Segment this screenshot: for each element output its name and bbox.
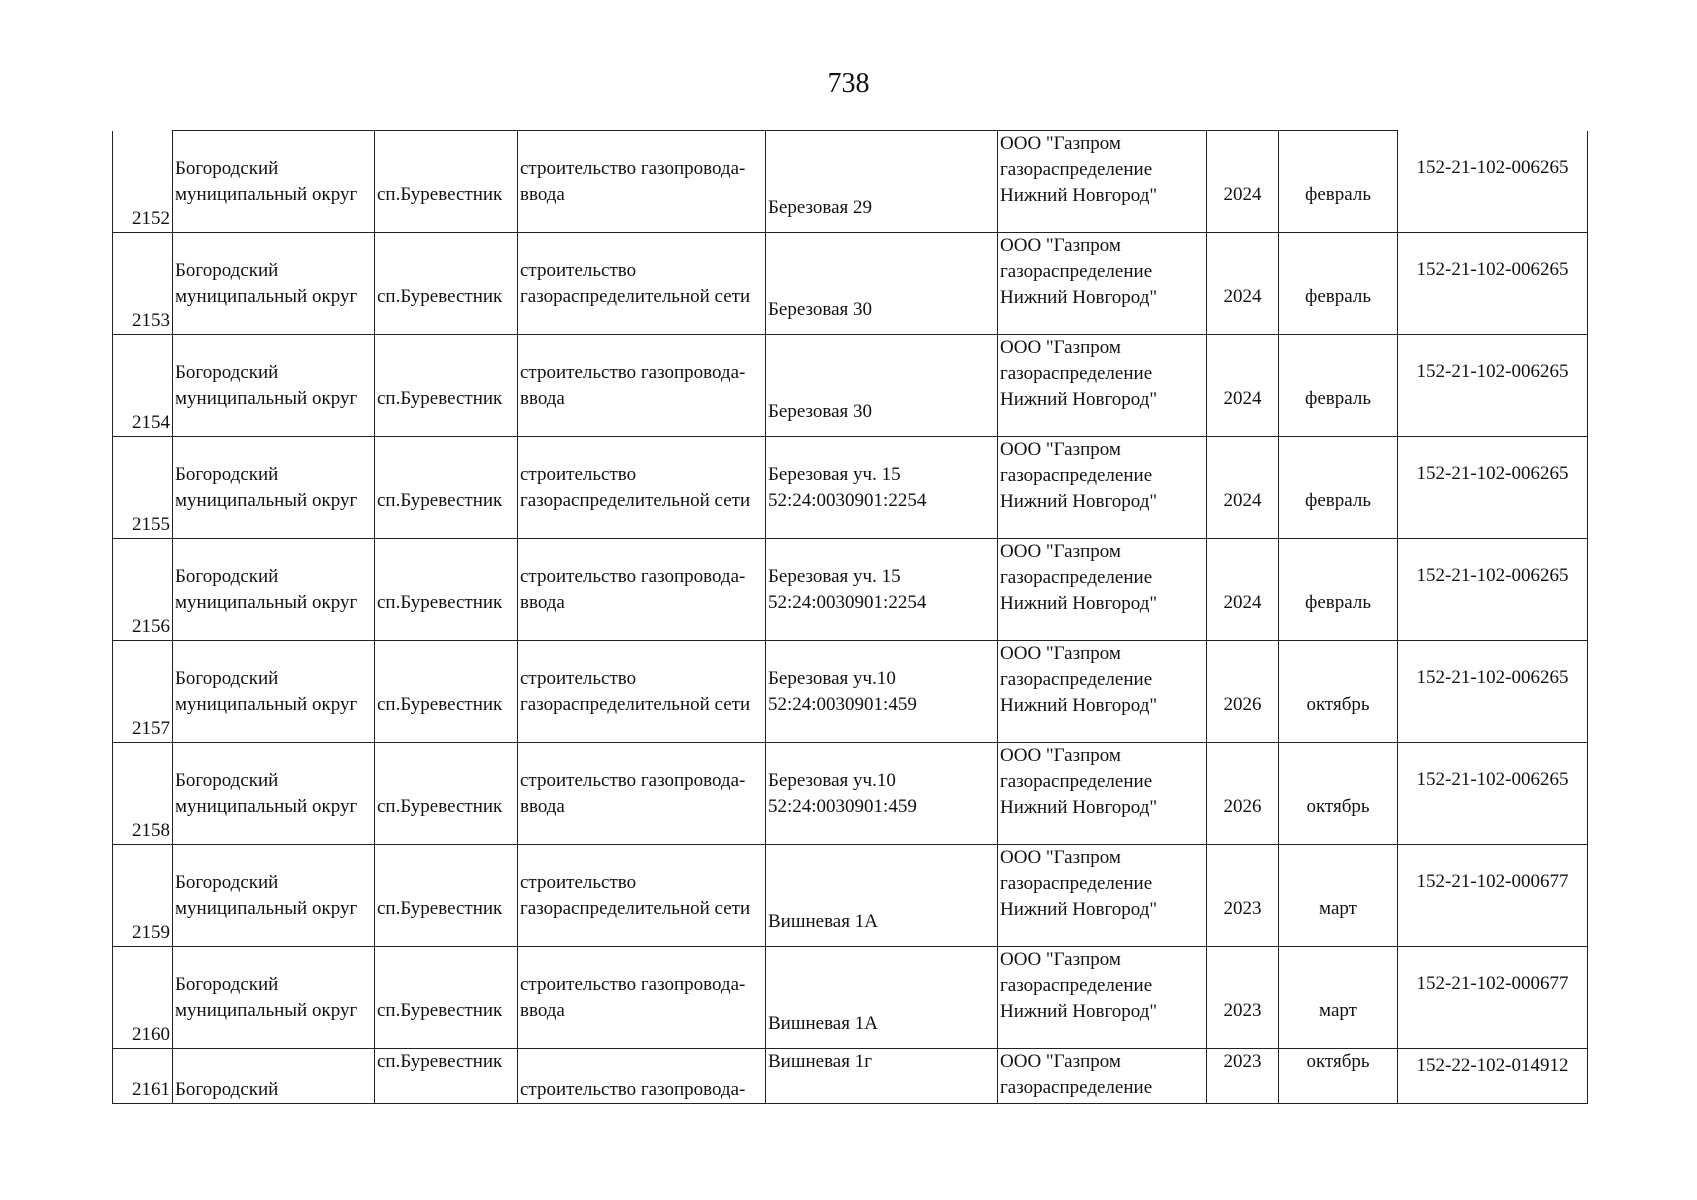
- municipality-line: Богородский: [175, 361, 279, 383]
- municipality-line: муниципальный округ: [175, 591, 358, 613]
- year: 2026: [1207, 641, 1279, 743]
- permit-code: 152-21-102-000677: [1398, 845, 1588, 947]
- row-number: 2154: [113, 335, 173, 437]
- settlement: сп.Буревестник: [375, 131, 518, 233]
- address-line: Березовая уч.10: [768, 769, 896, 791]
- organization-line: Нижний Новгород": [1000, 899, 1158, 920]
- work-type-line: газораспределительной сети: [520, 285, 751, 307]
- settlement: сп.Буревестник: [375, 845, 518, 947]
- permit-code: 152-22-102-014912: [1398, 1049, 1588, 1104]
- organization-line: Нижний Новгород": [1000, 593, 1158, 614]
- organization-line: газораспределение: [1000, 465, 1153, 486]
- table-row: [113, 131, 1588, 233]
- settlement: сп.Буревестник: [375, 437, 518, 539]
- address-line: Березовая 29: [768, 196, 873, 218]
- work-type-line: ввода: [520, 183, 565, 205]
- address-line: Березовая 30: [768, 298, 873, 320]
- address-line: Березовая 30: [768, 400, 873, 422]
- permit-code: 152-21-102-006265: [1398, 539, 1588, 641]
- municipality-line: муниципальный округ: [175, 897, 358, 919]
- work-type-line: строительство: [520, 463, 637, 485]
- work-type-line: газораспределительной сети: [520, 693, 751, 715]
- work-type-line: газораспределительной сети: [520, 489, 751, 511]
- municipality-line: Богородский: [175, 871, 279, 893]
- municipality-line: муниципальный округ: [175, 693, 358, 715]
- organization-line: газораспределение: [1000, 159, 1153, 180]
- settlement: сп.Буревестник: [375, 335, 518, 437]
- row-number: 2155: [113, 437, 173, 539]
- municipality-line: муниципальный округ: [175, 183, 358, 205]
- year: 2023: [1207, 947, 1279, 1049]
- work-type-line: строительство: [520, 871, 637, 893]
- organization-line: газораспределение: [1000, 771, 1153, 792]
- table-row: [113, 641, 1588, 743]
- table-row: [113, 845, 1588, 947]
- month: октябрь: [1279, 1049, 1398, 1104]
- row-number: 2159: [113, 845, 173, 947]
- gas-register-table: [112, 130, 1588, 1104]
- organization-line: газораспределение: [1000, 873, 1153, 894]
- table-row: [113, 743, 1588, 845]
- organization-line: газораспределение: [1000, 669, 1153, 690]
- row-number: 2158: [113, 743, 173, 845]
- address-line: Вишневая 1г: [766, 1049, 998, 1104]
- row-number: 2160: [113, 947, 173, 1049]
- month: октябрь: [1279, 641, 1398, 743]
- organization-line: Нижний Новгород": [1000, 491, 1158, 512]
- page-number: 738: [827, 68, 870, 99]
- organization-line: газораспределение: [1000, 363, 1153, 384]
- address-line: Березовая уч. 15: [768, 463, 901, 485]
- address-line: [768, 373, 995, 399]
- address-line: 52:24:0030901:2254: [768, 489, 927, 511]
- work-type-line: строительство газопровода-: [520, 565, 746, 587]
- permit-code: 152-21-102-006265: [1398, 233, 1588, 335]
- municipality-line: Богородский: [175, 667, 279, 689]
- permit-code: 152-21-102-000677: [1398, 947, 1588, 1049]
- municipality-line: Богородский: [175, 565, 279, 587]
- settlement: сп.Буревестник: [375, 539, 518, 641]
- row-number: 2157: [113, 641, 173, 743]
- organization-line: Нижний Новгород": [1000, 1001, 1158, 1022]
- address-line: Березовая уч. 15: [768, 565, 901, 587]
- table-row: [113, 539, 1588, 641]
- organization-line: Нижний Новгород": [1000, 695, 1158, 716]
- settlement: сп.Буревестник: [375, 233, 518, 335]
- address-line: Вишневая 1А: [768, 1012, 878, 1034]
- organization-line: газораспределение: [1000, 261, 1153, 282]
- work-type-line: ввода: [520, 795, 565, 817]
- table-row: [113, 335, 1588, 437]
- work-type-line: строительство: [520, 667, 637, 689]
- work-type-line: строительство: [520, 259, 637, 281]
- municipality-line: муниципальный округ: [175, 387, 358, 409]
- month: октябрь: [1279, 743, 1398, 845]
- table-row: [113, 1049, 1588, 1104]
- municipality-line: муниципальный округ: [175, 795, 358, 817]
- address-line: 52:24:0030901:459: [768, 693, 917, 715]
- permit-code: 152-21-102-006265: [1398, 641, 1588, 743]
- year: 2026: [1207, 743, 1279, 845]
- organization-line: газораспределение: [1000, 975, 1153, 996]
- work-type-line: ввода: [520, 999, 565, 1021]
- permit-code: 152-21-102-006265: [1398, 335, 1588, 437]
- organization-line: Нижний Новгород": [1000, 797, 1158, 818]
- year: 2024: [1207, 539, 1279, 641]
- year: 2024: [1207, 131, 1279, 233]
- row-number: 2161: [113, 1049, 173, 1104]
- address-line: [768, 883, 995, 909]
- municipality-line: муниципальный округ: [175, 285, 358, 307]
- month: февраль: [1279, 233, 1398, 335]
- organization-line: Нижний Новгород": [1000, 185, 1158, 206]
- year: 2024: [1207, 335, 1279, 437]
- organization-line: Нижний Новгород": [1000, 389, 1158, 410]
- address-line: [768, 985, 995, 1011]
- organization-line: газораспределение: [1000, 567, 1153, 588]
- settlement: сп.Буревестник: [375, 743, 518, 845]
- work-type-line: газораспределительной сети: [520, 897, 751, 919]
- municipality-line: Богородский: [175, 463, 279, 485]
- municipality-line: Богородский: [175, 157, 279, 179]
- year: 2023: [1207, 845, 1279, 947]
- permit-code: 152-21-102-006265: [1398, 437, 1588, 539]
- municipality-line: муниципальный округ: [175, 489, 358, 511]
- organization-line: Нижний Новгород": [1000, 287, 1158, 308]
- organization-line: ООО "Газпром: [1000, 847, 1121, 868]
- organization-line: ООО "Газпром: [1000, 439, 1121, 460]
- year: 2024: [1207, 437, 1279, 539]
- permit-code: 152-21-102-006265: [1398, 743, 1588, 845]
- work-type-line: строительство газопровода-: [520, 157, 746, 179]
- permit-code: 152-21-102-006265: [1398, 131, 1588, 233]
- municipality-line: Богородский: [173, 1049, 375, 1104]
- month: март: [1279, 947, 1398, 1049]
- settlement: сп.Буревестник: [375, 1049, 518, 1104]
- work-type-line: строительство газопровода-: [520, 973, 746, 995]
- municipality-line: Богородский: [175, 769, 279, 791]
- municipality-line: муниципальный округ: [175, 999, 358, 1021]
- year: 2024: [1207, 233, 1279, 335]
- organization-line: ООО "Газпром: [1000, 235, 1121, 256]
- organization-line: ООО "Газпром: [1000, 745, 1121, 766]
- address-line: 52:24:0030901:2254: [768, 591, 927, 613]
- municipality-line: Богородский: [175, 259, 279, 281]
- month: февраль: [1279, 335, 1398, 437]
- work-type-line: строительство газопровода-: [520, 769, 746, 791]
- row-number: 2152: [113, 131, 173, 233]
- organization-line: ООО "Газпром: [1000, 133, 1121, 154]
- organization-line: ООО "Газпром: [1000, 541, 1121, 562]
- settlement: сп.Буревестник: [375, 947, 518, 1049]
- address-line: Вишневая 1А: [768, 910, 878, 932]
- table-row: [113, 947, 1588, 1049]
- organization-line: газораспределение: [1000, 1077, 1153, 1098]
- municipality-line: Богородский: [175, 973, 279, 995]
- row-number: 2156: [113, 539, 173, 641]
- organization-line: ООО "Газпром: [1000, 337, 1121, 358]
- work-type-line: ввода: [520, 387, 565, 409]
- table-body: [113, 131, 1588, 1104]
- row-number: 2153: [113, 233, 173, 335]
- organization-line: ООО "Газпром: [1000, 1051, 1121, 1072]
- address-line: Березовая уч.10: [768, 667, 896, 689]
- address-line: 52:24:0030901:459: [768, 795, 917, 817]
- table-row: [113, 437, 1588, 539]
- address-line: [768, 169, 995, 195]
- organization-line: ООО "Газпром: [1000, 643, 1121, 664]
- month: февраль: [1279, 131, 1398, 233]
- work-type-line: строительство газопровода-: [520, 361, 746, 383]
- work-type-line: строительство газопровода-: [518, 1049, 766, 1104]
- month: февраль: [1279, 437, 1398, 539]
- month: март: [1279, 845, 1398, 947]
- address-line: [768, 271, 995, 297]
- month: февраль: [1279, 539, 1398, 641]
- table-row: [113, 233, 1588, 335]
- organization-line: ООО "Газпром: [1000, 949, 1121, 970]
- settlement: сп.Буревестник: [375, 641, 518, 743]
- year: 2023: [1207, 1049, 1279, 1104]
- work-type-line: ввода: [520, 591, 565, 613]
